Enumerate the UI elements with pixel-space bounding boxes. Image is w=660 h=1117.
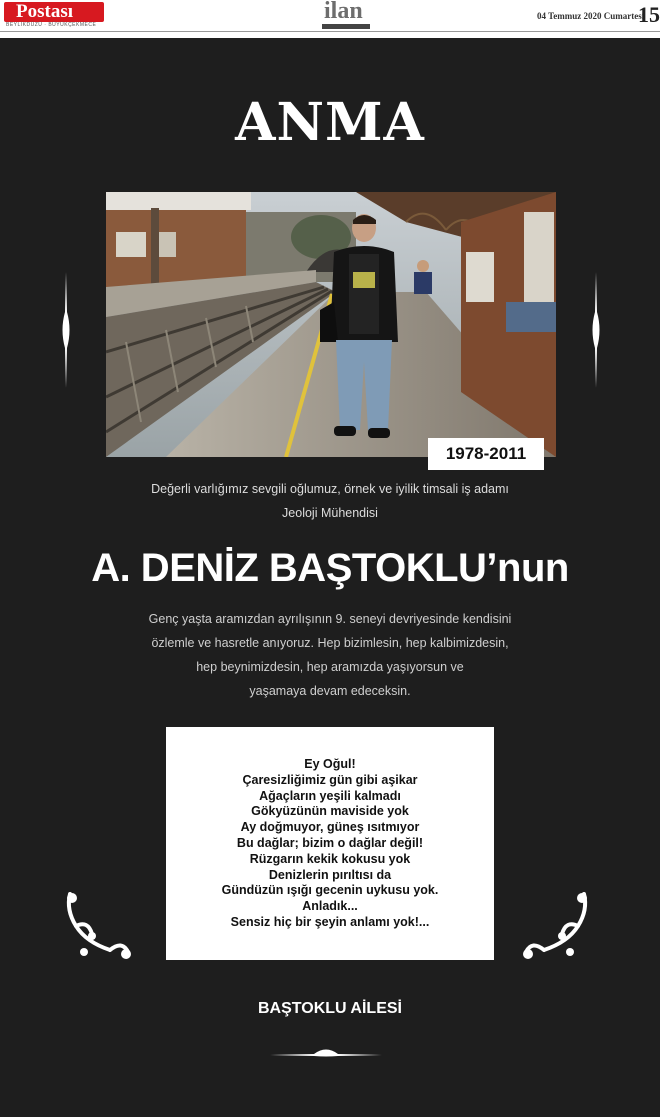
years-badge: 1978-2011 <box>428 438 544 470</box>
poem-line: Bu dağlar; bizim o dağlar değil! <box>236 835 424 850</box>
deceased-name: A. DENİZ BAŞTOKLU’nun <box>91 546 569 590</box>
header-rule <box>0 31 660 32</box>
issue-date: 04 Temmuz 2020 Cumartesi <box>537 11 645 21</box>
poem-line: Rüzgarın kekik kokusu yok <box>249 851 411 866</box>
poem-line: Çaresizliğimiz gün gibi aşikar <box>242 772 418 787</box>
message-line-1: Genç yaşta aramızdan ayrılışının 9. seneyi devriyesinde kendisini <box>148 612 512 626</box>
corner-ornament-icon <box>522 890 592 962</box>
message-line-4: yaşamaya devam edeceksin. <box>249 684 411 698</box>
intro-line-2: Jeoloji Mühendisi <box>282 506 378 520</box>
poem-line: Denizlerin pırıltısı da <box>268 867 392 882</box>
intro-line-1: Değerli varlığımız sevgili oğlumuz, örnek ve iyilik timsali iş adamı <box>151 482 509 496</box>
poem-line: Ay doğmuyor, güneş ısıtmıyor <box>240 820 420 835</box>
family-signature: BAŞTOKLU AİLESİ <box>257 1000 402 1017</box>
poem-line: Ağaçların yeşili kalmadı <box>259 788 401 803</box>
newspaper-logo[interactable] <box>4 2 104 22</box>
message-line-3: hep beynimizdesin, hep aramızda yaşıyorsun ve <box>196 660 464 674</box>
poem-line: Gökyüzünün maviside yok <box>251 804 409 819</box>
poem-line: Gündüzün ışığı gecenin uykusu yok. <box>221 883 439 898</box>
corner-ornament-icon <box>62 890 132 962</box>
ad-title: ANMA <box>235 92 425 153</box>
poem-line: Ey Oğul! <box>304 757 356 771</box>
poem-line: Anladık... <box>302 899 358 914</box>
newspaper-header <box>0 0 660 33</box>
message-line-2: özlemle ve hasretle anıyoruz. Hep bizimlesin, hep kalbimizdesin, <box>151 636 509 650</box>
divider-ornament-icon <box>270 1045 382 1059</box>
logo-subtitle: BEYLİKDÜZÜ · BÜYÜKÇEKMECE <box>6 22 97 28</box>
flourish-left-icon <box>60 272 72 388</box>
logo-text: Postası <box>16 1 73 22</box>
section-url-bar <box>322 24 370 29</box>
memorial-photo <box>106 192 556 457</box>
flourish-right-icon <box>590 272 602 388</box>
section-title: ilan <box>324 0 363 24</box>
page-number: 15 <box>638 2 660 27</box>
poem-box <box>166 727 494 960</box>
poem-line: Sensiz hiç bir şeyin anlamı yok!... <box>230 914 430 929</box>
